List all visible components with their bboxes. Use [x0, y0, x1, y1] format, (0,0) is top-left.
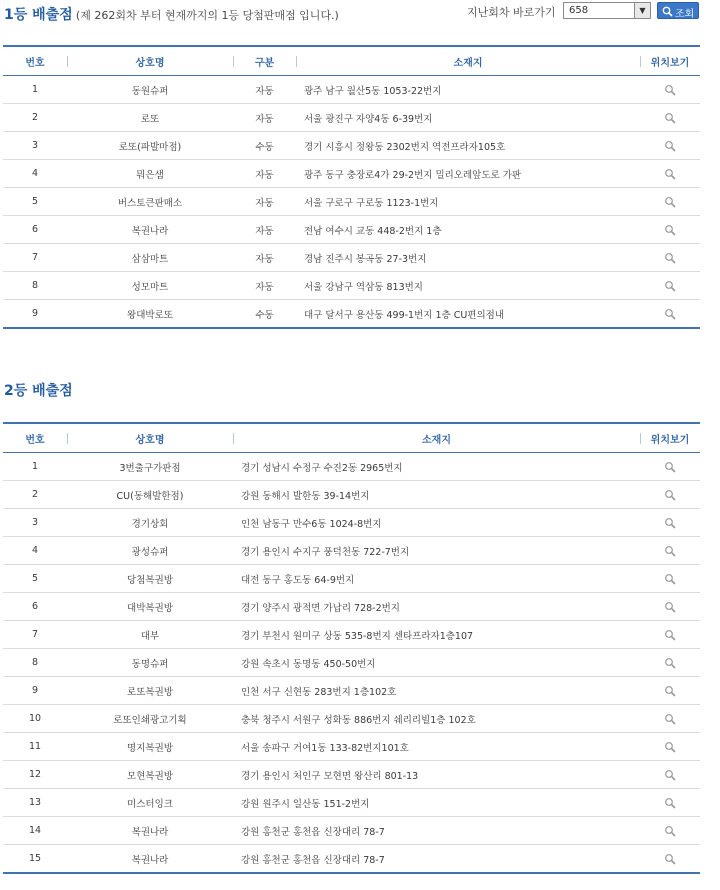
row-number: 9: [3, 677, 67, 705]
row-number: 5: [3, 565, 67, 593]
table-row: [3, 244, 700, 272]
table-row: [3, 817, 700, 845]
store-name: 당첨복권방: [67, 565, 233, 593]
store-name: 대박복권방: [67, 593, 233, 621]
store-address: 경기 용인시 처인구 모현면 왕산리 801-13: [233, 761, 640, 789]
store-address: 강원 홍천군 홍천읍 신장대리 78-7: [233, 817, 640, 845]
map-view-cell: [640, 593, 700, 621]
store-name: 동원슈퍼: [67, 76, 233, 104]
store-name: 뭐은샘: [67, 160, 233, 188]
map-view-cell: [640, 188, 700, 216]
table-row: [3, 453, 700, 481]
store-name: 복권나라: [67, 817, 233, 845]
table-row: [3, 621, 700, 649]
store-address: 광주 남구 월산5동 1053-22번지: [296, 76, 640, 104]
row-number: 11: [3, 733, 67, 761]
table-row: [3, 649, 700, 677]
magnifier-icon[interactable]: [664, 140, 676, 151]
magnifier-icon[interactable]: [664, 112, 676, 123]
map-view-cell: [640, 705, 700, 733]
map-view-cell: [640, 817, 700, 845]
store-address: 서울 송파구 거여1동 133-82번지101호: [233, 733, 640, 761]
store-name: 대부: [67, 621, 233, 649]
column-header: 번호: [3, 423, 67, 453]
store-name: 명지복권방: [67, 733, 233, 761]
magnifier-icon[interactable]: [664, 629, 676, 640]
column-header: 위치보기: [640, 423, 700, 453]
row-number: 8: [3, 272, 67, 300]
column-header: 구분: [233, 46, 296, 76]
magnifier-icon[interactable]: [664, 657, 676, 668]
store-address: 서울 구로구 구로동 1123-1번지: [296, 188, 640, 216]
store-name: 광성슈퍼: [67, 537, 233, 565]
map-view-cell: [640, 244, 700, 272]
map-view-cell: [640, 453, 700, 481]
row-number: 3: [3, 132, 67, 160]
selection-type: 자동: [233, 76, 296, 104]
table-row: [3, 104, 700, 132]
store-address: 인천 남동구 만수6동 1024-8번지: [233, 509, 640, 537]
map-view-cell: [640, 76, 700, 104]
map-view-cell: [640, 677, 700, 705]
store-name: 왕대박로또: [67, 300, 233, 329]
selection-type: 자동: [233, 188, 296, 216]
store-address: 경기 용인시 수지구 풍덕천동 722-7번지: [233, 537, 640, 565]
selection-type: 수동: [233, 300, 296, 329]
table-row: [3, 593, 700, 621]
table-row: [3, 845, 700, 874]
store-address: 서울 강남구 역삼동 813번지: [296, 272, 640, 300]
magnifier-icon[interactable]: [664, 517, 676, 528]
map-view-cell: [640, 845, 700, 874]
table-row: [3, 789, 700, 817]
row-number: 10: [3, 705, 67, 733]
search-button[interactable]: [657, 2, 699, 19]
magnifier-icon[interactable]: [664, 713, 676, 724]
magnifier-icon[interactable]: [664, 252, 676, 263]
row-number: 2: [3, 104, 67, 132]
search-icon: [662, 6, 673, 17]
second-prize-table: [3, 422, 700, 874]
second-table-header: [3, 423, 700, 453]
store-address: 경기 성남시 수정구 수진2동 2965번지: [233, 453, 640, 481]
row-number: 9: [3, 300, 67, 329]
row-number: 3: [3, 509, 67, 537]
selection-type: 수동: [233, 132, 296, 160]
map-view-cell: [640, 509, 700, 537]
table-row: [3, 761, 700, 789]
magnifier-icon[interactable]: [664, 168, 676, 179]
store-address: 경남 진주시 봉곡동 27-3번지: [296, 244, 640, 272]
selection-type: 자동: [233, 216, 296, 244]
store-address: 경기 부천시 원미구 상동 535-8번지 센타프라자1층107: [233, 621, 640, 649]
selection-type: 자동: [233, 244, 296, 272]
store-address: 대구 달서구 용산동 499-1번지 1층 CU편의점내: [296, 300, 640, 329]
magnifier-icon[interactable]: [664, 461, 676, 472]
magnifier-icon[interactable]: [664, 545, 676, 556]
store-address: 강원 속초시 동명동 450-50번지: [233, 649, 640, 677]
store-address: 광주 동구 충장로4가 29-2번지 밀리오레앞도로 가판: [296, 160, 640, 188]
store-name: 삼삼마트: [67, 244, 233, 272]
store-address: 강원 홍천군 홍천읍 신장대리 78-7: [233, 845, 640, 874]
map-view-cell: [640, 216, 700, 244]
round-select[interactable]: [563, 2, 651, 19]
selection-type: 자동: [233, 104, 296, 132]
map-view-cell: [640, 761, 700, 789]
store-address: 경기 시흥시 정왕동 2302번지 역전프라자105호: [296, 132, 640, 160]
first-table-header: [3, 46, 700, 76]
table-row: [3, 705, 700, 733]
table-row: [3, 132, 700, 160]
row-number: 7: [3, 244, 67, 272]
table-row: [3, 537, 700, 565]
table-row: [3, 565, 700, 593]
map-view-cell: [640, 621, 700, 649]
store-address: 인천 서구 신현동 283번지 1층102호: [233, 677, 640, 705]
row-number: 2: [3, 481, 67, 509]
magnifier-icon[interactable]: [664, 196, 676, 207]
table-row: [3, 481, 700, 509]
map-view-cell: [640, 160, 700, 188]
store-name: 미스터잉크: [67, 789, 233, 817]
store-name: 로또: [67, 104, 233, 132]
store-name: 로또(파발마점): [67, 132, 233, 160]
round-nav-label: 지난회차 바로가기: [467, 6, 556, 19]
store-name: 로또인쇄광고기획: [67, 705, 233, 733]
row-number: 7: [3, 621, 67, 649]
store-address: 충북 청주시 서원구 성화동 886번지 쉐리리빌1층 102호: [233, 705, 640, 733]
table-row: [3, 509, 700, 537]
magnifier-icon[interactable]: [664, 280, 676, 291]
map-view-cell: [640, 733, 700, 761]
table-row: [3, 76, 700, 104]
magnifier-icon[interactable]: [664, 489, 676, 500]
map-view-cell: [640, 300, 700, 329]
table-row: [3, 216, 700, 244]
page-header: [0, 0, 720, 28]
map-view-cell: [640, 537, 700, 565]
row-number: 15: [3, 845, 67, 874]
map-view-cell: [640, 272, 700, 300]
row-number: 5: [3, 188, 67, 216]
map-view-cell: [640, 565, 700, 593]
section1-title: 1등 배출점: [4, 7, 73, 23]
search-button-label: 조회: [675, 9, 695, 20]
chevron-down-icon[interactable]: ▼: [634, 3, 650, 18]
magnifier-icon[interactable]: [664, 741, 676, 752]
section2-title-block: [4, 380, 73, 400]
map-view-cell: [640, 789, 700, 817]
store-name: 모현복권방: [67, 761, 233, 789]
column-header: 소재지: [233, 423, 640, 453]
store-name: 로또복권방: [67, 677, 233, 705]
column-header: 상호명: [67, 46, 233, 76]
store-name: 성모마트: [67, 272, 233, 300]
magnifier-icon[interactable]: [664, 797, 676, 808]
map-view-cell: [640, 481, 700, 509]
column-header: 번호: [3, 46, 67, 76]
row-number: 1: [3, 76, 67, 104]
row-number: 14: [3, 817, 67, 845]
row-number: 12: [3, 761, 67, 789]
map-view-cell: [640, 132, 700, 160]
round-select-value: 658: [569, 5, 589, 16]
store-address: 강원 동해시 발한동 39-14번지: [233, 481, 640, 509]
store-name: 복권나라: [67, 845, 233, 874]
row-number: 4: [3, 160, 67, 188]
store-name: 복권나라: [67, 216, 233, 244]
row-number: 6: [3, 593, 67, 621]
table-row: [3, 677, 700, 705]
store-address: 대전 동구 홍도동 64-9번지: [233, 565, 640, 593]
magnifier-icon[interactable]: [664, 853, 676, 864]
store-address: 전남 여수시 교동 448-2번지 1층: [296, 216, 640, 244]
selection-type: 자동: [233, 272, 296, 300]
table-row: [3, 733, 700, 761]
store-name: 동명슈퍼: [67, 649, 233, 677]
row-number: 4: [3, 537, 67, 565]
section2-title: 2등 배출점: [4, 383, 73, 399]
row-number: 13: [3, 789, 67, 817]
store-address: 강원 원주시 일산동 151-2번지: [233, 789, 640, 817]
section1-note: (제 262회차 부터 현재까지의 1등 당첨판매점 입니다.): [75, 9, 339, 22]
map-view-cell: [640, 649, 700, 677]
section1-title-block: [4, 4, 339, 24]
magnifier-icon[interactable]: [664, 84, 676, 95]
table-row: [3, 272, 700, 300]
store-name: 버스토큰판매소: [67, 188, 233, 216]
store-address: 서울 광진구 자양4동 6-39번지: [296, 104, 640, 132]
column-header: 상호명: [67, 423, 233, 453]
magnifier-icon[interactable]: [664, 825, 676, 836]
column-header: 위치보기: [640, 46, 700, 76]
magnifier-icon[interactable]: [664, 308, 676, 319]
store-name: 3번출구가판점: [67, 453, 233, 481]
magnifier-icon[interactable]: [664, 601, 676, 612]
selection-type: 자동: [233, 160, 296, 188]
map-view-cell: [640, 104, 700, 132]
store-name: CU(동해발한점): [67, 481, 233, 509]
row-number: 6: [3, 216, 67, 244]
table-row: [3, 188, 700, 216]
table-row: [3, 300, 700, 329]
magnifier-icon[interactable]: [664, 685, 676, 696]
table-row: [3, 160, 700, 188]
first-prize-table: [3, 45, 700, 329]
store-address: 경기 양주시 광적면 가납리 728-2번지: [233, 593, 640, 621]
column-header: 소재지: [296, 46, 640, 76]
row-number: 8: [3, 649, 67, 677]
magnifier-icon[interactable]: [664, 224, 676, 235]
store-name: 경기상회: [67, 509, 233, 537]
row-number: 1: [3, 453, 67, 481]
magnifier-icon[interactable]: [664, 769, 676, 780]
magnifier-icon[interactable]: [664, 573, 676, 584]
